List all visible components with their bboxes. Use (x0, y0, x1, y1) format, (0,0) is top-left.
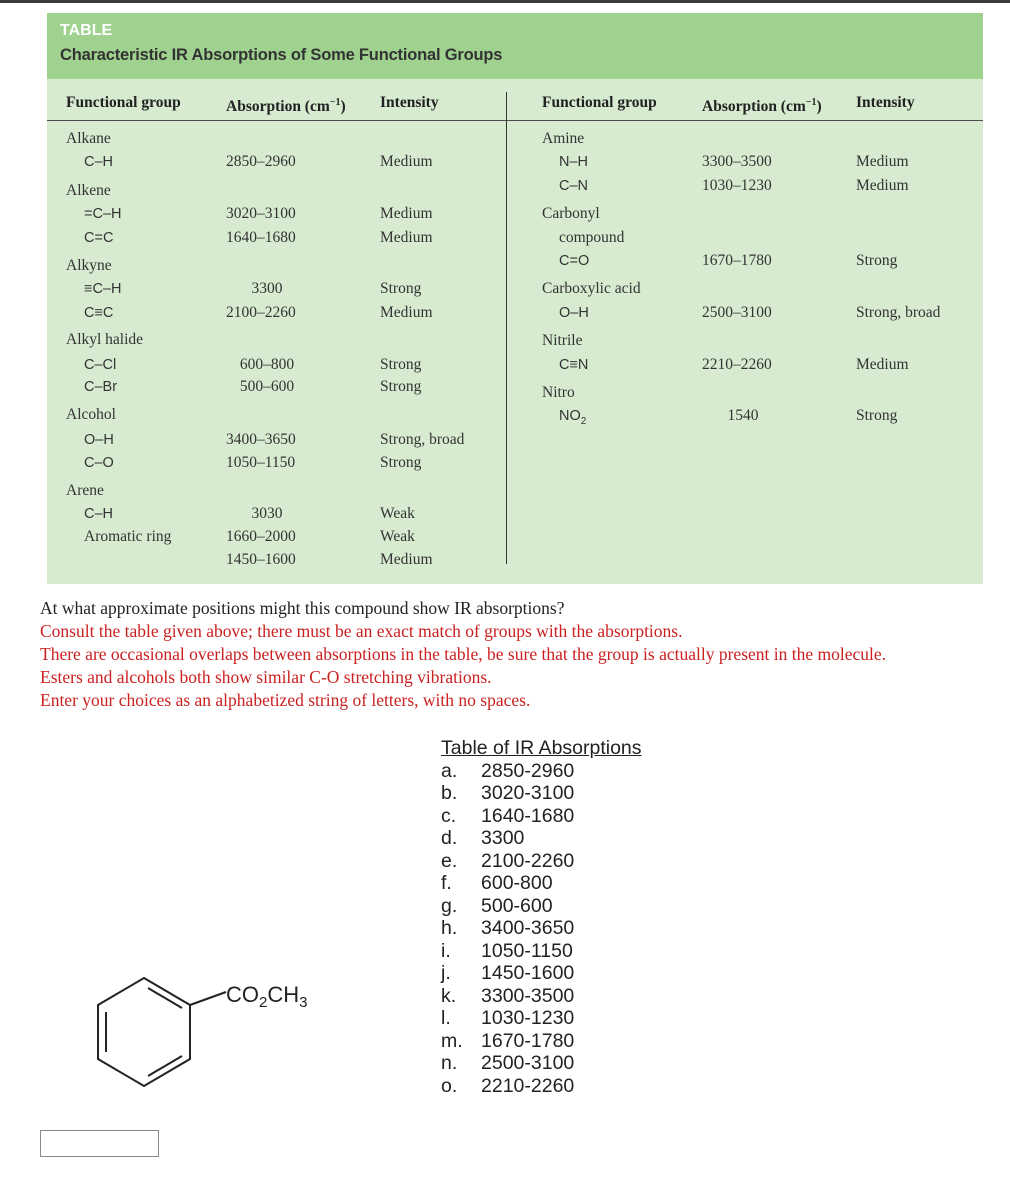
group-nitrile: Nitrile (542, 332, 583, 349)
header-functional-group-left: Functional group (66, 94, 181, 111)
ir-reference-table (47, 13, 983, 584)
list-item (441, 805, 642, 828)
group-alkyne: Alkyne (66, 257, 112, 274)
instruction: Enter your choices as an alphabetized string of letters, with no spaces. (40, 690, 531, 710)
option-letter: e. (441, 849, 458, 872)
list-item (441, 917, 642, 940)
intensity: Medium (380, 551, 433, 568)
option-letter: o. (441, 1074, 458, 1097)
option-range: 2850-2960 (481, 759, 575, 782)
instruction: Esters and alcohols both show similar C-O stretching vibrations. (40, 667, 492, 687)
option-range: 3300 (481, 827, 525, 849)
ir-list-title: Table of IR Absorptions (441, 737, 642, 759)
intensity: Strong (380, 378, 422, 395)
option-letter: b. (441, 782, 458, 804)
option-letter: g. (441, 894, 458, 917)
absorption: 2500–3100 (702, 304, 772, 321)
instruction: There are occasional overlaps between absorptions in the table, be sure that the group is actually present in the molecule. (40, 644, 887, 664)
bond: O–H (559, 305, 589, 321)
option-range: 1450-1600 (481, 962, 575, 984)
option-range: 600-800 (481, 872, 553, 894)
bond: C–N (559, 178, 589, 194)
intensity: Medium (856, 177, 909, 194)
group-carbonyl: Carbonyl (542, 205, 600, 222)
table-label: TABLE (60, 22, 113, 39)
bond: C–H (84, 154, 114, 170)
intensity: Medium (856, 153, 909, 170)
option-letter: h. (441, 917, 458, 939)
list-item (441, 760, 642, 783)
bond: C–Br (84, 379, 118, 395)
header-functional-group-right: Functional group (542, 94, 657, 111)
table-title: Characteristic IR Absorptions of Some Functional Groups (60, 46, 503, 64)
question-block (40, 597, 886, 712)
absorption: 1660–2000 (226, 528, 296, 545)
option-letter: k. (441, 984, 457, 1007)
ir-options-list (441, 737, 642, 1097)
group-arene: Arene (66, 482, 104, 499)
intensity: Strong (380, 280, 422, 297)
header-intensity-left: Intensity (380, 94, 439, 111)
group-alkene: Alkene (66, 182, 111, 199)
option-letter: f. (441, 872, 452, 894)
group-alkyl-halide: Alkyl halide (66, 331, 144, 348)
list-item (441, 872, 642, 895)
benzene-ring (98, 978, 190, 1086)
intensity: Strong (380, 356, 422, 373)
list-item (441, 782, 642, 805)
intensity: Medium (380, 153, 433, 170)
question-prompt: At what approximate positions might this compound show IR absorptions? (40, 598, 565, 618)
header-intensity-right: Intensity (856, 94, 915, 111)
absorption: 500–600 (239, 378, 295, 395)
list-item (441, 1052, 642, 1075)
bond: N–H (559, 154, 589, 170)
absorption: 2100–2260 (226, 304, 296, 321)
option-range: 3400-3650 (481, 917, 575, 939)
intensity: Medium (380, 304, 433, 321)
option-letter: a. (441, 759, 458, 782)
instruction: Consult the table given above; there must be an exact match of groups with the absorptions. (40, 621, 683, 641)
list-item (441, 940, 642, 963)
option-range: 1640-1680 (481, 804, 575, 827)
absorption: 600–800 (239, 356, 295, 373)
option-letter: l. (441, 1007, 451, 1029)
list-item (441, 962, 642, 985)
option-range: 2210-2260 (481, 1074, 575, 1097)
intensity: Weak (380, 505, 415, 522)
absorption: 3300 (251, 280, 283, 297)
absorption: 3400–3650 (226, 431, 296, 448)
absorption: 1030–1230 (702, 177, 772, 194)
group-carbonyl-compound: compound (559, 229, 625, 246)
column-divider (506, 92, 507, 564)
option-range: 3300-3500 (481, 984, 575, 1007)
intensity: Medium (380, 229, 433, 246)
header-absorption-left: Absorption $(cm^{-1})$ (226, 97, 346, 116)
group-carboxylic-acid: Carboxylic acid (542, 280, 641, 297)
intensity: Strong, broad (856, 304, 941, 321)
option-range: 500-600 (481, 894, 553, 917)
methyl-benzoate-structure (90, 975, 340, 1105)
list-item (441, 985, 642, 1008)
list-item (441, 827, 642, 850)
bond: O–H (84, 432, 114, 448)
list-item (441, 1075, 642, 1098)
intensity: Medium (380, 205, 433, 222)
top-border (0, 0, 1010, 3)
header-divider (47, 120, 983, 121)
list-item (441, 1030, 642, 1053)
option-range: 1050-1150 (481, 939, 573, 962)
intensity: Weak (380, 528, 415, 545)
bond: C=O (559, 253, 590, 269)
absorption: 2210–2260 (702, 356, 772, 373)
absorption: 1450–1600 (226, 551, 296, 568)
absorption: 3300–3500 (702, 153, 772, 170)
answer-input[interactable] (40, 1130, 159, 1157)
option-letter: n. (441, 1052, 458, 1074)
bond: =C–H (84, 206, 122, 222)
bond: C–H (84, 506, 114, 522)
option-range: 2100-2260 (481, 849, 575, 872)
option-letter: i. (441, 939, 451, 962)
bond: C=C (84, 230, 114, 246)
bond: C≡C (84, 305, 114, 321)
absorption: 2850–2960 (226, 153, 296, 170)
option-range: 3020-3100 (481, 782, 575, 804)
bond: C–O (84, 455, 114, 471)
list-item (441, 895, 642, 918)
bond: Aromatic ring (84, 528, 172, 545)
bond: C–Cl (84, 357, 117, 373)
group-alkane: Alkane (66, 130, 111, 147)
option-letter: j. (441, 962, 451, 984)
option-letter: m. (441, 1029, 463, 1052)
absorption: 1050–1150 (226, 454, 296, 471)
option-range: 1030-1230 (481, 1007, 575, 1029)
list-item (441, 850, 642, 873)
intensity: Medium (856, 356, 909, 373)
bond: C≡N (559, 357, 589, 373)
list-item (441, 1007, 642, 1030)
option-range: 1670-1780 (481, 1029, 575, 1052)
group-amine: Amine (542, 130, 585, 147)
absorption: 1640–1680 (226, 229, 296, 246)
intensity: Strong, broad (380, 431, 465, 448)
intensity: Strong (856, 407, 898, 424)
ester-group-label: $CO_2CH_3$ (226, 982, 308, 1011)
option-range: 2500-3100 (481, 1052, 575, 1074)
header-absorption-right: Absorption $(cm^{-1})$ (702, 97, 822, 116)
option-letter: d. (441, 827, 458, 849)
table-header-band (47, 13, 983, 79)
group-nitro: Nitro (542, 384, 575, 401)
intensity: Strong (856, 252, 898, 269)
absorption: 3020–3100 (226, 205, 296, 222)
substituent-bond (190, 992, 226, 1005)
intensity: Strong (380, 454, 422, 471)
option-letter: c. (441, 804, 457, 827)
bond: ≡C–H (84, 281, 122, 297)
absorption: 3030 (251, 505, 283, 522)
bond: $NO_2$ (559, 408, 587, 427)
absorption: 1540 (727, 407, 759, 424)
absorption: 1670–1780 (702, 252, 772, 269)
group-alcohol: Alcohol (66, 406, 116, 423)
